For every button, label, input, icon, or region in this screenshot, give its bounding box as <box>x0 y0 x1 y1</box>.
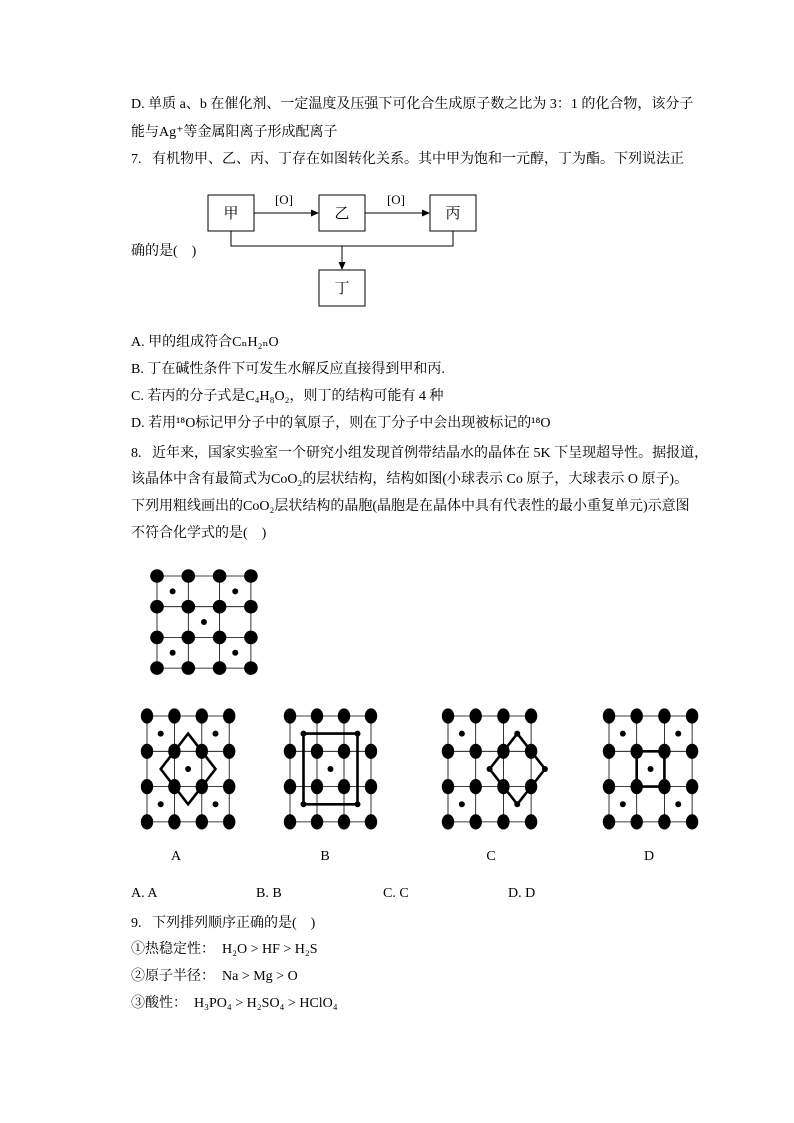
o-atom <box>168 744 180 759</box>
o-atom <box>196 779 208 794</box>
o-atom <box>603 779 615 794</box>
q7-option-b: B. 丁在碱性条件下可发生水解反应直接得到甲和丙. <box>131 362 445 377</box>
co-atom <box>355 801 361 807</box>
coo2-layer-structure-figure <box>150 569 257 675</box>
box-jia-label: 甲 <box>223 206 239 222</box>
o-atom <box>365 744 377 759</box>
q9-item-2: ②原子半径： Na > Mg > O <box>131 969 298 984</box>
o-atom <box>686 779 698 794</box>
o-atom <box>603 708 615 723</box>
conversion-diagram <box>208 192 476 306</box>
co-atom <box>213 801 219 807</box>
o-atom <box>244 600 258 614</box>
o-atom <box>168 708 180 723</box>
o-atom <box>365 779 377 794</box>
o-atom <box>338 744 350 759</box>
o-atom <box>213 600 227 614</box>
o-atom <box>603 744 615 759</box>
option-c-figure <box>442 708 548 829</box>
o-atom <box>223 708 235 723</box>
co-atom <box>328 766 334 772</box>
o-atom <box>213 569 227 583</box>
o-atom <box>223 814 235 829</box>
o-atom <box>442 814 454 829</box>
co-atom <box>620 731 626 737</box>
co-atom <box>301 801 307 807</box>
o-atom <box>182 569 196 583</box>
o-atom <box>365 814 377 829</box>
box-ding-label: 丁 <box>334 281 350 297</box>
co-atom <box>459 801 465 807</box>
o-atom <box>338 814 350 829</box>
q8-choice-d: D. D <box>508 886 536 901</box>
o-atom <box>470 779 482 794</box>
q9-item-1: ①热稳定性： H₂O > HF > H₂S <box>131 942 318 957</box>
o-atom <box>658 779 670 794</box>
co-atom <box>620 801 626 807</box>
q9-stem: 9. 下列排列顺序正确的是( ) <box>131 916 316 931</box>
co-atom <box>158 801 164 807</box>
o-atom <box>150 631 164 645</box>
o-atom <box>470 814 482 829</box>
o-atom <box>497 744 509 759</box>
o-atom <box>658 814 670 829</box>
q6-option-d-line-2: 能与Ag⁺等金属阳离子形成配离子 <box>131 125 338 140</box>
o-atom <box>497 814 509 829</box>
o-atom <box>284 814 296 829</box>
o-atom <box>497 779 509 794</box>
q7-stem-line-1: 7. 有机物甲、乙、丙、丁存在如图转化关系。其中甲为饱和一元醇，丁为酯。下列说法正 <box>131 152 684 167</box>
co-atom <box>514 801 520 807</box>
reagent-label-2: [O] <box>386 192 406 207</box>
o-atom <box>150 569 164 583</box>
co-atom <box>170 650 176 656</box>
o-atom <box>223 779 235 794</box>
arrow-head <box>311 210 319 217</box>
o-atom <box>686 744 698 759</box>
o-atom <box>311 779 323 794</box>
o-atom <box>182 631 196 645</box>
o-atom <box>244 661 258 675</box>
o-atom <box>470 708 482 723</box>
o-atom <box>168 814 180 829</box>
figure-label-c: C <box>486 849 496 864</box>
o-atom <box>497 708 509 723</box>
figure-label-b: B <box>320 849 330 864</box>
q7-option-a: A. 甲的组成符合CₙH₂ₙO <box>131 335 279 350</box>
co-atom <box>232 588 238 594</box>
o-atom <box>470 744 482 759</box>
co-atom <box>675 801 681 807</box>
o-atom <box>150 661 164 675</box>
o-atom <box>196 708 208 723</box>
o-atom <box>182 600 196 614</box>
o-atom <box>311 708 323 723</box>
o-atom <box>284 744 296 759</box>
o-atom <box>182 661 196 675</box>
q8-stem-line-2: 该晶体中含有最简式为CoO₂的层状结构，结构如图(小球表示 Co 原子，大球表示 O 原子)。 <box>131 472 689 487</box>
q8-stem-line-1: 8. 近年来，国家实验室一个研究小组发现首例带结晶水的晶体在 5K 下呈现超导性。据报道， <box>131 446 709 461</box>
box-yi-label: 乙 <box>334 206 350 222</box>
co-atom <box>185 766 191 772</box>
o-atom <box>284 779 296 794</box>
arrow-head <box>339 262 346 270</box>
o-atom <box>338 708 350 723</box>
o-atom <box>658 708 670 723</box>
co-atom <box>542 766 548 772</box>
co-atom <box>514 731 520 737</box>
option-figure-labels <box>171 849 654 864</box>
o-atom <box>525 779 537 794</box>
q9-item-3: ③酸性： H₃PO₄ > H₂SO₄ > HClO₄ <box>131 996 338 1011</box>
co-atom <box>355 731 361 737</box>
o-atom <box>525 744 537 759</box>
o-atom <box>631 814 643 829</box>
q8-stem-line-3: 下列用粗线画出的CoO₂层状结构的晶胞(晶胞是在晶体中具有代表性的最小重复单元)示意图 <box>131 499 690 514</box>
o-atom <box>311 744 323 759</box>
o-atom <box>442 779 454 794</box>
o-atom <box>196 744 208 759</box>
o-atom <box>141 708 153 723</box>
q8-choice-c: C. C <box>383 886 409 901</box>
co-atom <box>648 766 654 772</box>
co-atom <box>201 619 207 625</box>
q7-option-d: D. 若用¹⁸O标记甲分子中的氧原子，则在丁分子中会出现被标记的¹⁸O <box>131 416 551 431</box>
co-atom <box>301 731 307 737</box>
co-atom <box>459 731 465 737</box>
o-atom <box>168 779 180 794</box>
co-atom <box>675 731 681 737</box>
co-atom <box>158 731 164 737</box>
co-atom <box>213 731 219 737</box>
figure-label-d: D <box>643 849 655 864</box>
q7-option-c: C. 若丙的分子式是C₄H₈O₂，则丁的结构可能有 4 种 <box>131 389 444 404</box>
crystal-figures <box>141 569 699 829</box>
q8-choice-a: A. A <box>131 886 158 901</box>
o-atom <box>213 631 227 645</box>
option-d-figure <box>603 708 699 829</box>
reagent-label-1: [O] <box>274 192 294 207</box>
o-atom <box>603 814 615 829</box>
o-atom <box>631 744 643 759</box>
o-atom <box>223 744 235 759</box>
q7-stem-line-2: 确的是( ) <box>131 244 197 259</box>
o-atom <box>365 708 377 723</box>
o-atom <box>141 744 153 759</box>
co-atom <box>170 588 176 594</box>
o-atom <box>141 779 153 794</box>
o-atom <box>141 814 153 829</box>
unit-cell-outline <box>490 734 545 805</box>
o-atom <box>686 814 698 829</box>
figure-label-a: A <box>170 849 182 864</box>
o-atom <box>686 708 698 723</box>
o-atom <box>525 708 537 723</box>
o-atom <box>244 569 258 583</box>
o-atom <box>311 814 323 829</box>
arrow-head <box>422 210 430 217</box>
option-a-figure <box>141 708 236 829</box>
o-atom <box>631 708 643 723</box>
o-atom <box>284 708 296 723</box>
o-atom <box>150 600 164 614</box>
box-bing-label: 丙 <box>445 206 461 222</box>
o-atom <box>442 744 454 759</box>
q6-option-d-line-1: D. 单质 a、b 在催化剂、一定温度及压强下可化合生成原子数之比为 3：1 的化合物，该分子 <box>131 97 694 112</box>
co-atom <box>487 766 493 772</box>
o-atom <box>196 814 208 829</box>
co-atom <box>232 650 238 656</box>
connector-line <box>231 231 453 246</box>
o-atom <box>338 779 350 794</box>
o-atom <box>442 708 454 723</box>
option-b-figure <box>284 708 377 829</box>
o-atom <box>631 779 643 794</box>
o-atom <box>213 661 227 675</box>
o-atom <box>244 631 258 645</box>
o-atom <box>658 744 670 759</box>
q8-choice-b: B. B <box>256 886 282 901</box>
q8-stem-line-4: 不符合化学式的是( ) <box>131 526 267 541</box>
o-atom <box>525 814 537 829</box>
